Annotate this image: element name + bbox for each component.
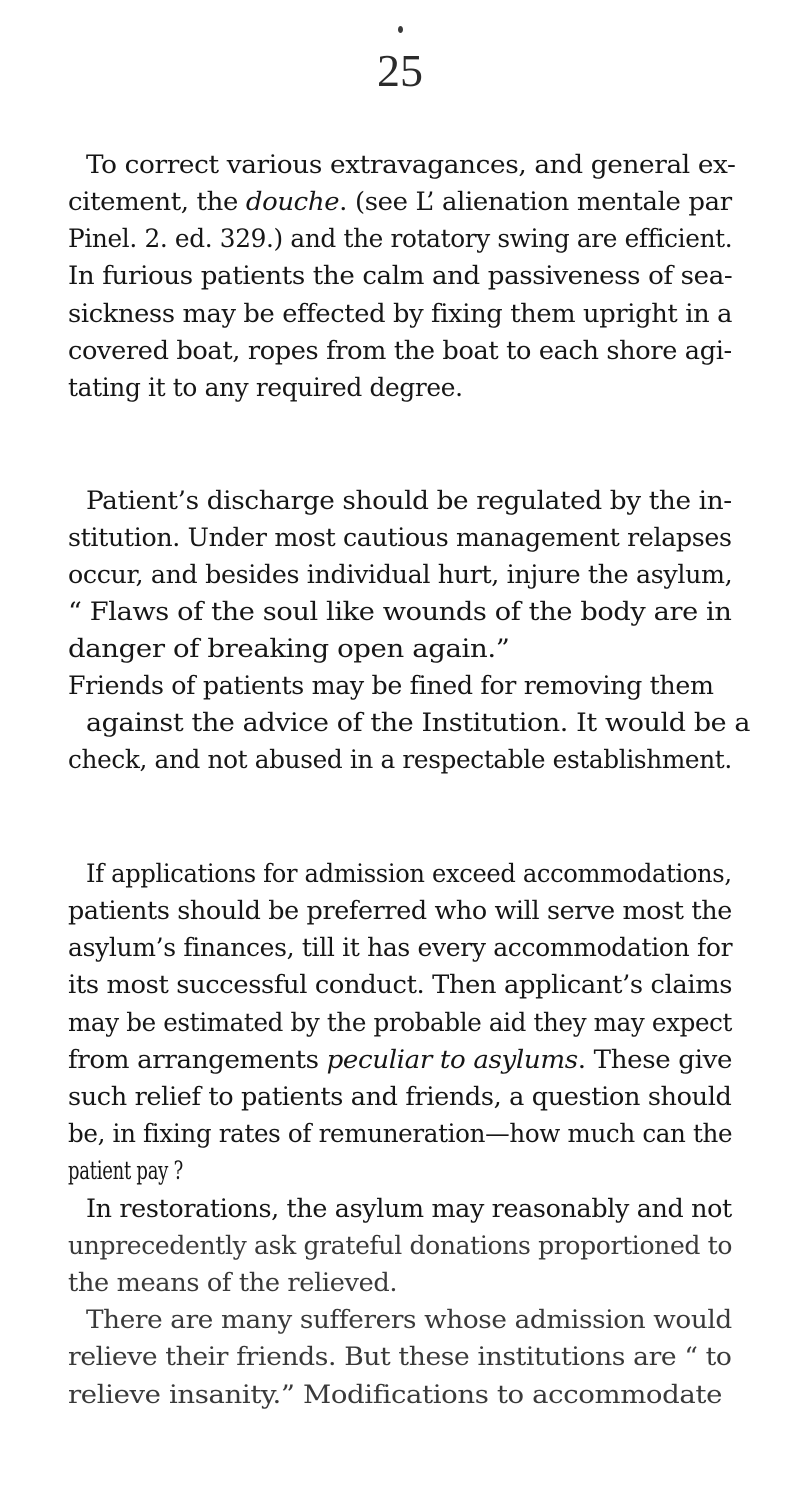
text-line: Patient’s discharge should be regulated by the in- [86,486,732,516]
text-line: relieve insanity.” Modifications to accommodate [68,1380,723,1410]
line-text: citement, the [68,187,246,217]
text-line: Friends of patients may be fined for removing them [68,671,714,701]
line-text: . (see L’ alienation mentale par [339,187,732,217]
text-line [68,1043,732,1077]
text-line: asylum’s finances, till it has every accommodation for [68,933,733,963]
ink-speck [398,26,403,33]
text-line: If applications for admission exceed accommodations, [86,859,732,889]
line-text: from arrangements [68,1045,327,1075]
text-line: tating it to any required degree. [68,373,463,403]
text-line: Pinel. 2. ed. 329.) and the rotatory swing are efficient. [68,224,733,254]
text-line: such relief to patients and friends, a question should [68,1082,732,1112]
text-line: covered boat, ropes from the boat to each shore agi- [68,336,732,366]
text-line: sickness may be effected by fixing them upright in a [68,299,733,329]
text-line: There are many sufferers whose admission would [86,1305,732,1335]
text-line: against the advice of the Institution. It would be a [86,708,751,738]
line-text: . These give [577,1045,733,1075]
text-line: patient pay ? [68,1156,183,1186]
text-line: occur, and besides individual hurt, injure the asylum, [68,560,733,590]
text-line: may be estimated by the probable aid they may expect [68,1008,733,1038]
italic-text: douche [245,187,340,217]
text-line: To correct various extravagances, and general ex- [86,150,736,180]
text-line: be, in fixing rates of remuneration—how much can the [68,1119,733,1149]
text-line: the means of the relieved. [68,1268,398,1298]
text-line: its most successful conduct. Then applicant’s claims [68,970,733,1000]
text-line: stitution. Under most cautious management relapses [68,523,732,553]
text-line: In restorations, the asylum may reasonably and not [86,1194,732,1224]
italic-text: peculiar to asylums [326,1045,578,1075]
text-line [68,185,732,219]
text-line: In furious patients the calm and passiveness of sea- [68,261,733,291]
text-line: “ Flaws of the soul like wounds of the body are in [68,597,732,627]
text-line: patients should be preferred who will serve most the [68,896,732,926]
page-number: 25 [377,45,423,96]
text-line: unprecedently ask grateful donations proportioned to [68,1231,733,1261]
text-line: danger of breaking open again.” [68,634,510,664]
text-line: relieve their friends. But these institutions are “ to [68,1342,732,1372]
text-line: check, and not abused in a respectable establishment. [68,745,732,775]
